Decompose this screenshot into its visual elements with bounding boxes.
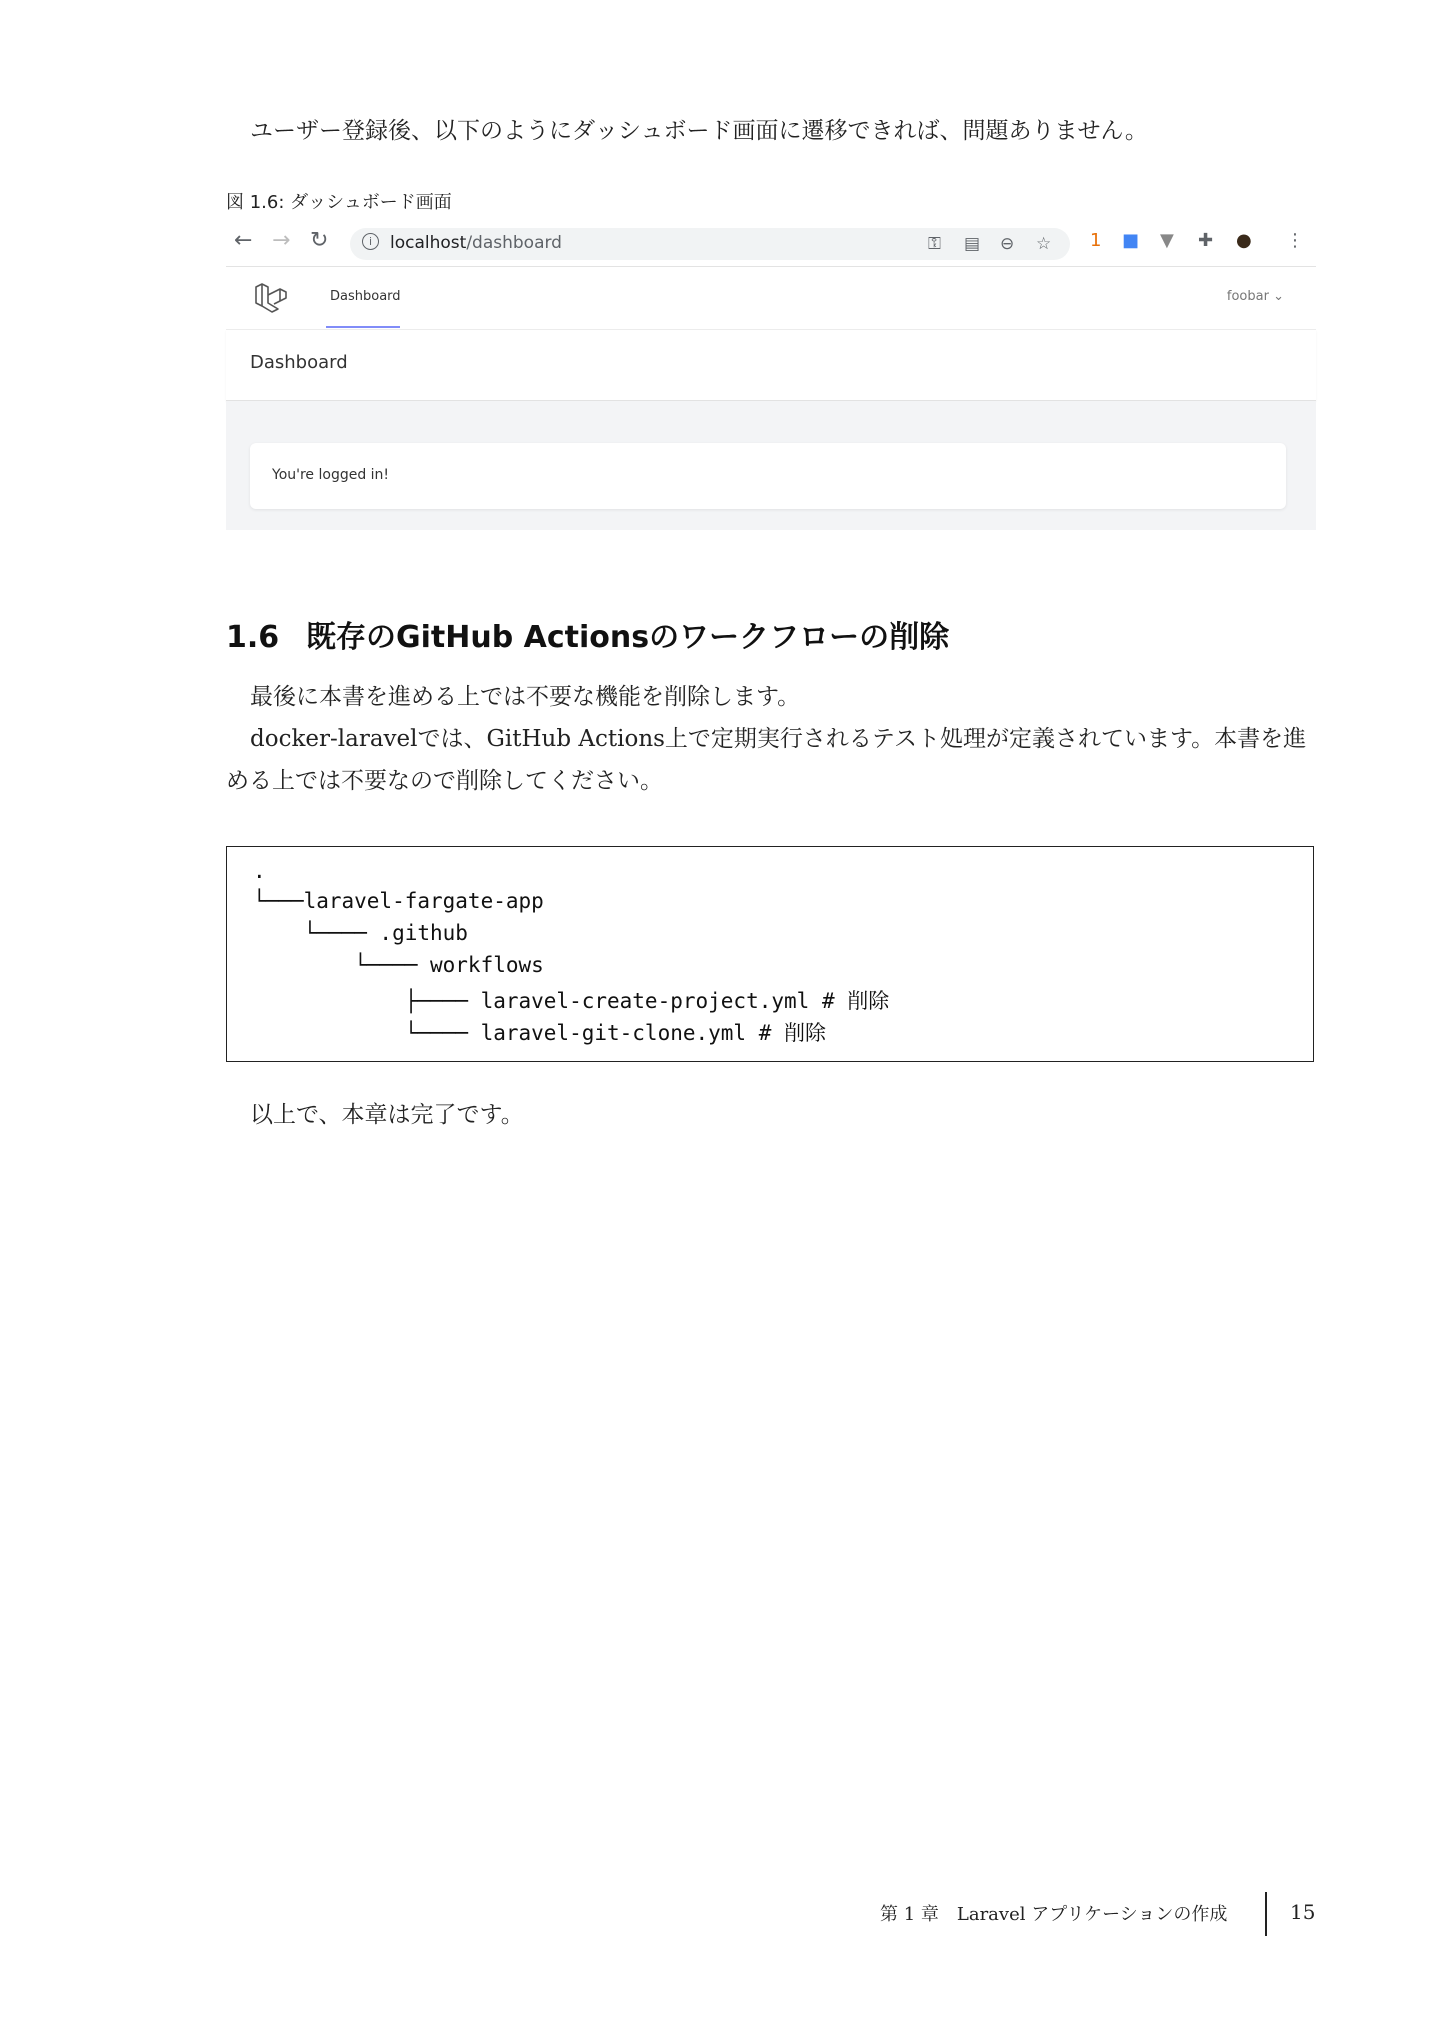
figure-caption: 図 1.6: ダッシュボード画面 xyxy=(226,192,452,213)
info-icon[interactable]: i xyxy=(362,233,379,250)
chevron-down-icon: ⌄ xyxy=(1273,289,1284,304)
section-heading xyxy=(226,612,949,656)
zoom-icon[interactable]: ⊖ xyxy=(1000,234,1015,254)
key-icon[interactable]: ⚿ xyxy=(928,234,941,254)
google-translate-extension-icon[interactable]: ■ xyxy=(1122,230,1140,251)
code-line: └──── workflows xyxy=(253,953,544,977)
section-number: 1.6 xyxy=(226,620,280,655)
closing-text: 以上で、本章は完了です。 xyxy=(250,1102,524,1128)
address-url xyxy=(390,233,562,253)
dashboard-screenshot xyxy=(226,220,1316,530)
section-title: 既存のGitHub Actionsのワークフローの削除 xyxy=(306,620,950,655)
logged-in-card xyxy=(250,443,1286,509)
page-number: 15 xyxy=(1290,1900,1316,1924)
vue-devtools-icon[interactable]: ▼ xyxy=(1160,230,1174,251)
extension-badge[interactable]: 1 xyxy=(1090,230,1102,251)
code-line: └──── .github xyxy=(253,921,468,945)
user-name: foobar xyxy=(1226,289,1269,304)
forward-arrow-icon[interactable]: → xyxy=(272,228,291,253)
address-bar[interactable] xyxy=(350,228,1070,260)
code-line: ├──── laravel-create-project.yml # 削除 xyxy=(253,989,890,1013)
url-host: localhost xyxy=(390,233,467,253)
kebab-menu-icon[interactable]: ⋮ xyxy=(1286,230,1304,251)
reload-icon[interactable]: ↻ xyxy=(310,228,329,253)
footer-divider xyxy=(1265,1892,1267,1936)
laravel-logo-icon[interactable] xyxy=(252,281,288,317)
code-line: . xyxy=(253,859,266,883)
code-line: └───laravel-fargate-app xyxy=(253,889,544,913)
profile-avatar-icon[interactable]: ● xyxy=(1236,230,1252,251)
back-arrow-icon[interactable]: ← xyxy=(234,228,253,253)
footer-chapter-title: 第 1 章 Laravel アプリケーションの作成 xyxy=(880,1904,1228,1925)
directory-tree-code-block xyxy=(226,846,1314,1062)
user-dropdown[interactable] xyxy=(1227,289,1284,304)
code-line: └──── laravel-git-clone.yml # 削除 xyxy=(253,1021,827,1045)
page-title: Dashboard xyxy=(250,352,348,373)
extensions-puzzle-icon[interactable]: ✚ xyxy=(1198,230,1214,251)
body-text-1: 最後に本書を進める上では不要な機能を削除します。 xyxy=(250,684,801,710)
body-text-2: docker-laravelでは、GitHub Actions上で定期実行されるテスト処理が定義されています。本書を進める上では不要なので削除してください。 xyxy=(226,726,1307,794)
bookmark-star-icon[interactable]: ☆ xyxy=(1036,234,1052,254)
app-header xyxy=(226,330,1316,401)
url-path: /dashboard xyxy=(466,233,562,253)
app-content xyxy=(226,401,1316,530)
active-nav-underline xyxy=(326,326,400,328)
body-paragraph-2 xyxy=(226,718,1316,802)
intro-paragraph xyxy=(226,110,1316,152)
intro-text: ユーザー登録後、以下のようにダッシュボード画面に遷移できれば、問題ありません。 xyxy=(250,118,1148,144)
app-navigation xyxy=(226,267,1316,330)
body-paragraph-1 xyxy=(226,676,1316,718)
closing-paragraph xyxy=(226,1094,1316,1136)
logged-in-message: You're logged in! xyxy=(272,467,390,483)
translate-icon[interactable]: ▤ xyxy=(964,234,981,254)
browser-toolbar xyxy=(226,220,1316,267)
nav-link-dashboard[interactable]: Dashboard xyxy=(330,289,401,304)
